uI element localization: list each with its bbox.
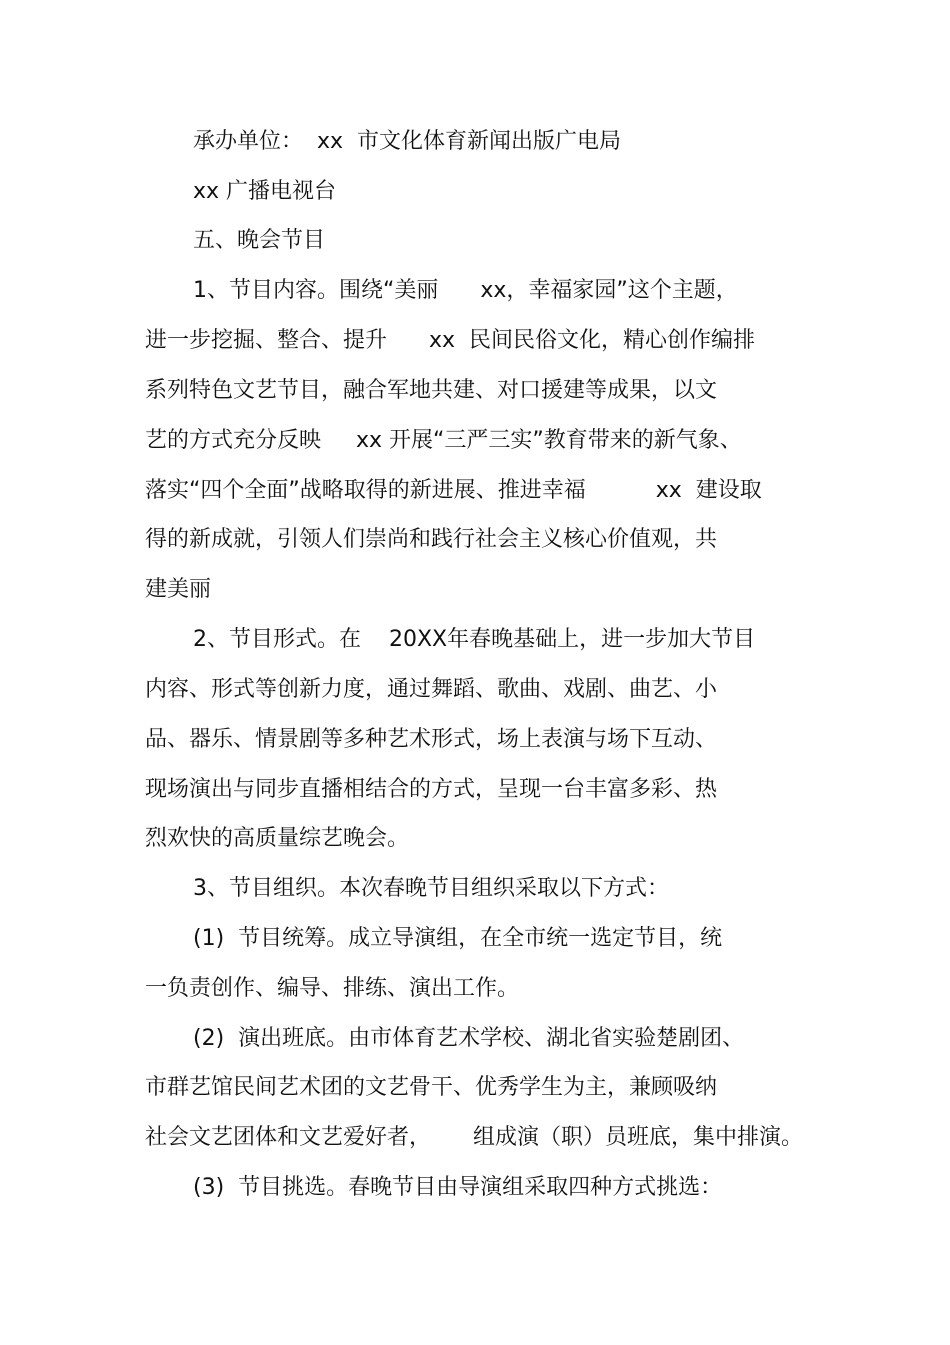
paragraph-line: 得的新成就，引领人们崇尚和践行社会主义核心价值观，共 <box>145 527 718 552</box>
paragraph-line: 内容、形式等创新力度，通过舞蹈、歌曲、戏剧、曲艺、小 <box>145 677 718 702</box>
list-item-line: 市群艺馆民间艺术团的文艺骨干、优秀学生为主，兼顾吸纳 <box>145 1075 718 1100</box>
paragraph-line: 3、节目组织。本次春晚节目组织采取以下方式： <box>193 876 669 901</box>
list-item-line: (1) 节目统筹。成立导演组，在全市统一选定节目，统 <box>193 926 723 951</box>
text-line-organizer: 承办单位： xx 市文化体育新闻出版广电局 <box>193 129 622 154</box>
paragraph-line: 落实“四个全面”战略取得的新进展、推进幸福 xx 建设取 <box>145 478 762 503</box>
text-line-tv-station: xx 广播电视台 <box>193 179 337 204</box>
paragraph-line: 建美丽 <box>145 577 212 602</box>
paragraph-line: 系列特色文艺节目，融合军地共建、对口援建等成果，以文 <box>145 378 718 403</box>
paragraph-line: 品、器乐、情景剧等多种艺术形式，场上表演与场下互动、 <box>145 727 718 752</box>
paragraph-line: 1、节目内容。围绕“美丽 xx，幸福家园”这个主题， <box>193 278 738 303</box>
paragraph-line: 烈欢快的高质量综艺晚会。 <box>145 826 410 851</box>
list-item-line: 一负责创作、编导、排练、演出工作。 <box>145 976 520 1001</box>
paragraph-line: 现场演出与同步直播相结合的方式，呈现一台丰富多彩、热 <box>145 777 718 802</box>
paragraph-line: 2、节目形式。在 20XX年春晚基础上，进一步加大节目 <box>193 627 756 652</box>
list-item-line: 社会文艺团体和文艺爱好者， 组成演（职）员班底，集中排演。 <box>145 1125 803 1150</box>
paragraph-line: 进一步挖掘、整合、提升 xx 民间民俗文化，精心创作编排 <box>145 328 755 353</box>
paragraph-line: 艺的方式充分反映 xx 开展“三严三实”教育带来的新气象、 <box>145 428 742 453</box>
list-item-line: (2) 演出班底。由市体育艺术学校、湖北省实验楚剧团、 <box>193 1026 745 1051</box>
list-item-line: (3) 节目挑选。春晚节目由导演组采取四种方式挑选： <box>193 1175 723 1200</box>
section-heading: 五、晚会节目 <box>193 228 326 253</box>
